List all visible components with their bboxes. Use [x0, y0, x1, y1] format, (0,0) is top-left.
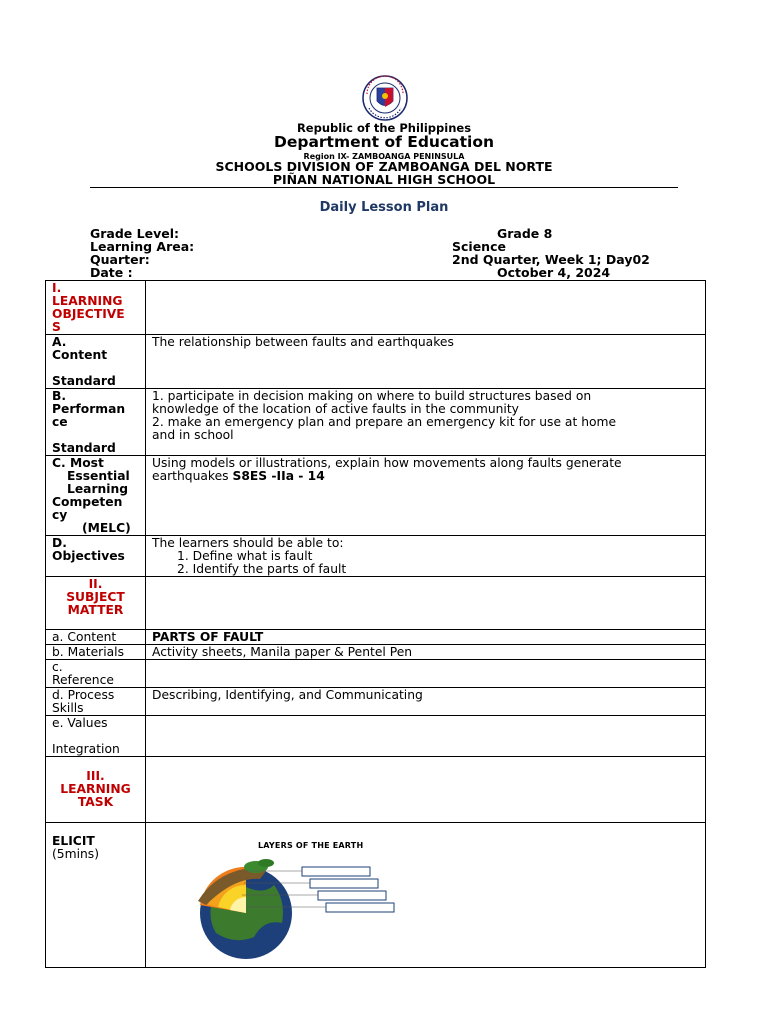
section-word: LEARNING	[60, 782, 131, 796]
label-line: Skills	[52, 701, 84, 715]
section-word: S	[52, 320, 61, 334]
label-line: A.	[52, 335, 67, 349]
row-melc	[46, 456, 706, 536]
objectives-intro: The learners should be able to:	[152, 536, 344, 550]
values-integration-value	[146, 716, 706, 757]
row-label	[46, 456, 146, 536]
row-label	[46, 660, 146, 688]
section-body	[146, 281, 706, 335]
layers-of-earth-illustration	[194, 839, 494, 967]
label-line: B.	[52, 389, 67, 403]
performance-item: 2. make an emergency plan and prepare an emergency kit for use at home	[152, 415, 617, 429]
row-values-integration	[46, 716, 706, 757]
division-line: SCHOOLS DIVISION OF ZAMBOANGA DEL NORTE	[215, 159, 553, 174]
header-divider	[90, 187, 678, 188]
row-label	[46, 389, 146, 456]
label-line: Reference	[52, 673, 114, 687]
label-line: Objectives	[52, 549, 125, 563]
row-label	[46, 335, 146, 389]
section-heading	[46, 757, 146, 823]
label-line: Standard	[52, 374, 116, 388]
label-line: ELICIT	[52, 834, 95, 848]
section-body	[146, 577, 706, 630]
melc-code: S8ES -IIa - 14	[232, 469, 325, 483]
section-body	[146, 757, 706, 823]
learning-area-value: Science	[452, 239, 506, 254]
melc-text: earthquakes	[152, 469, 233, 483]
process-skills-value: Describing, Identifying, and Communicating	[146, 688, 706, 716]
label-line: Performan	[52, 402, 126, 416]
section-word: LEARNING	[52, 294, 123, 308]
row-content-standard	[46, 335, 706, 389]
row-label: a. Content	[46, 630, 146, 645]
label-line: C. Most	[52, 456, 104, 470]
section-learning-task	[46, 757, 706, 823]
label-line: Content	[52, 348, 108, 362]
grade-level-label: Grade Level:	[90, 226, 179, 241]
quarter-label: Quarter:	[90, 252, 150, 267]
row-reference	[46, 660, 706, 688]
section-heading	[46, 577, 146, 630]
label-line: ce	[52, 415, 68, 429]
content-standard-value: The relationship between faults and earthquakes	[146, 335, 706, 389]
label-line: (5mins)	[52, 847, 100, 861]
section-word: OBJECTIVE	[52, 307, 125, 321]
label-line: cy	[52, 508, 68, 522]
performance-item: and in school	[152, 428, 234, 442]
section-number: I.	[52, 281, 62, 295]
earth-layers-diagram	[194, 849, 434, 967]
row-objectives	[46, 536, 706, 577]
label-line: Standard	[52, 441, 116, 455]
melc-text: Using models or illustrations, explain how movements along faults generate	[152, 456, 622, 470]
row-label: b. Materials	[46, 645, 146, 660]
label-line: Learning	[67, 482, 129, 496]
melc-value	[146, 456, 706, 536]
school-name: PIÑAN NATIONAL HIGH SCHOOL	[272, 172, 496, 187]
section-number: II.	[88, 577, 103, 591]
label-line: d. Process	[52, 688, 115, 702]
row-elicit	[46, 823, 706, 968]
section-word: TASK	[77, 795, 114, 809]
lesson-plan-table	[45, 280, 706, 968]
section-word: MATTER	[67, 603, 124, 617]
label-line: D.	[52, 536, 67, 550]
performance-item: knowledge of the location of active faults in the community	[152, 402, 519, 416]
label-line: (MELC)	[82, 521, 131, 535]
materials-value: Activity sheets, Manila paper & Pentel Pen	[146, 645, 706, 660]
doc-title: Daily Lesson Plan	[319, 200, 449, 215]
section-word: SUBJECT	[66, 590, 125, 604]
objective-item: 2. Identify the parts of fault	[177, 562, 347, 576]
quarter-value: 2nd Quarter, Week 1; Day02	[452, 252, 650, 267]
label-line: Competen	[52, 495, 123, 509]
department-title: Department of Education	[273, 133, 495, 151]
learning-area-label: Learning Area:	[90, 239, 195, 254]
section-learning-objectives	[46, 281, 706, 335]
row-performance-standard	[46, 389, 706, 456]
reference-value	[146, 660, 706, 688]
label-line: Integration	[52, 742, 120, 756]
row-label	[46, 823, 146, 968]
section-subject-matter	[46, 577, 706, 630]
section-heading	[46, 281, 146, 335]
section-number: III.	[86, 769, 105, 783]
row-process-skills	[46, 688, 706, 716]
illustration-title: LAYERS OF THE EARTH	[258, 841, 364, 850]
republic-line: Republic of the Philippines	[296, 121, 472, 135]
objective-item: 1. Define what is fault	[177, 549, 313, 563]
grade-level-value: Grade 8	[497, 226, 553, 241]
performance-standard-value	[146, 389, 706, 456]
label-line: Essential	[67, 469, 130, 483]
label-line: c.	[52, 660, 63, 674]
performance-item: 1. participate in decision making on where to build structures based on	[152, 389, 592, 403]
row-label	[46, 716, 146, 757]
row-content	[46, 630, 706, 645]
label-line: e. Values	[52, 716, 108, 730]
content-value: PARTS OF FAULT	[146, 630, 706, 645]
date-label: Date :	[90, 265, 133, 280]
objectives-value	[146, 536, 706, 577]
deped-seal-logo	[355, 74, 415, 122]
date-value: October 4, 2024	[497, 265, 611, 280]
row-label	[46, 688, 146, 716]
region-line: Region IX- ZAMBOANGA PENINSULA	[303, 152, 465, 161]
row-materials	[46, 645, 706, 660]
elicit-activity	[146, 823, 706, 968]
row-label	[46, 536, 146, 577]
